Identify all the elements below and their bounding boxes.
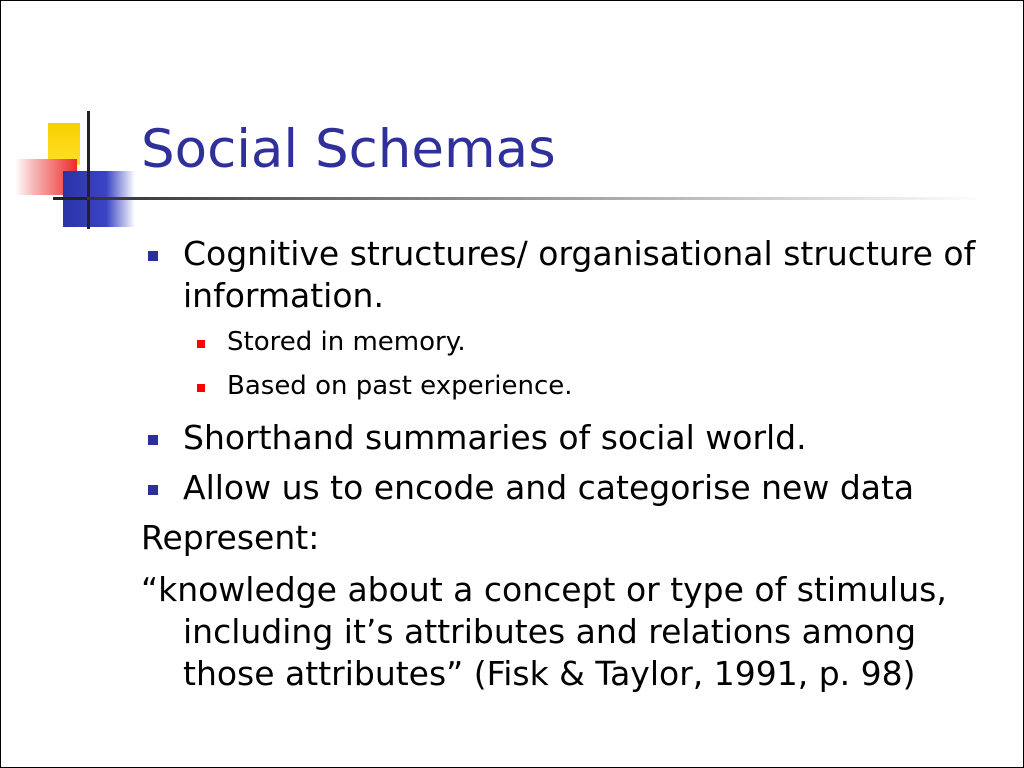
title-underline: [87, 197, 987, 200]
slide-title: Social Schemas: [141, 119, 556, 180]
bullet-text: Allow us to encode and categorise new data: [183, 468, 915, 507]
vertical-line-decoration: [87, 111, 90, 229]
bullet-item: [141, 467, 1001, 509]
sub-bullet-item: [141, 369, 1001, 403]
corner-decoration: [1, 1, 141, 241]
sub-bullet-text: Stored in memory.: [227, 327, 466, 357]
represent-label: Represent:: [141, 518, 320, 557]
sub-bullet-text: Based on past experience.: [227, 371, 573, 401]
bullet-text: Cognitive structures/ organisational structure of information.: [183, 234, 976, 315]
square-bullet-icon: [148, 435, 158, 445]
square-bullet-icon: [148, 251, 158, 261]
small-square-bullet-icon: [197, 384, 205, 392]
definition-quote: “knowledge about a concept or type of stimulus, including it’s attributes and relations among those attributes” (Fisk & Taylor, 1991, p. 98): [141, 570, 947, 693]
sub-bullet-list: [141, 325, 1001, 403]
sub-bullet-item: [141, 325, 1001, 359]
square-bullet-icon: [148, 485, 158, 495]
small-square-bullet-icon: [197, 340, 205, 348]
slide-body: [141, 233, 1001, 695]
bullet-text: Shorthand summaries of social world.: [183, 418, 807, 457]
bullet-item: [141, 417, 1001, 459]
bullet-item: [141, 233, 1001, 317]
